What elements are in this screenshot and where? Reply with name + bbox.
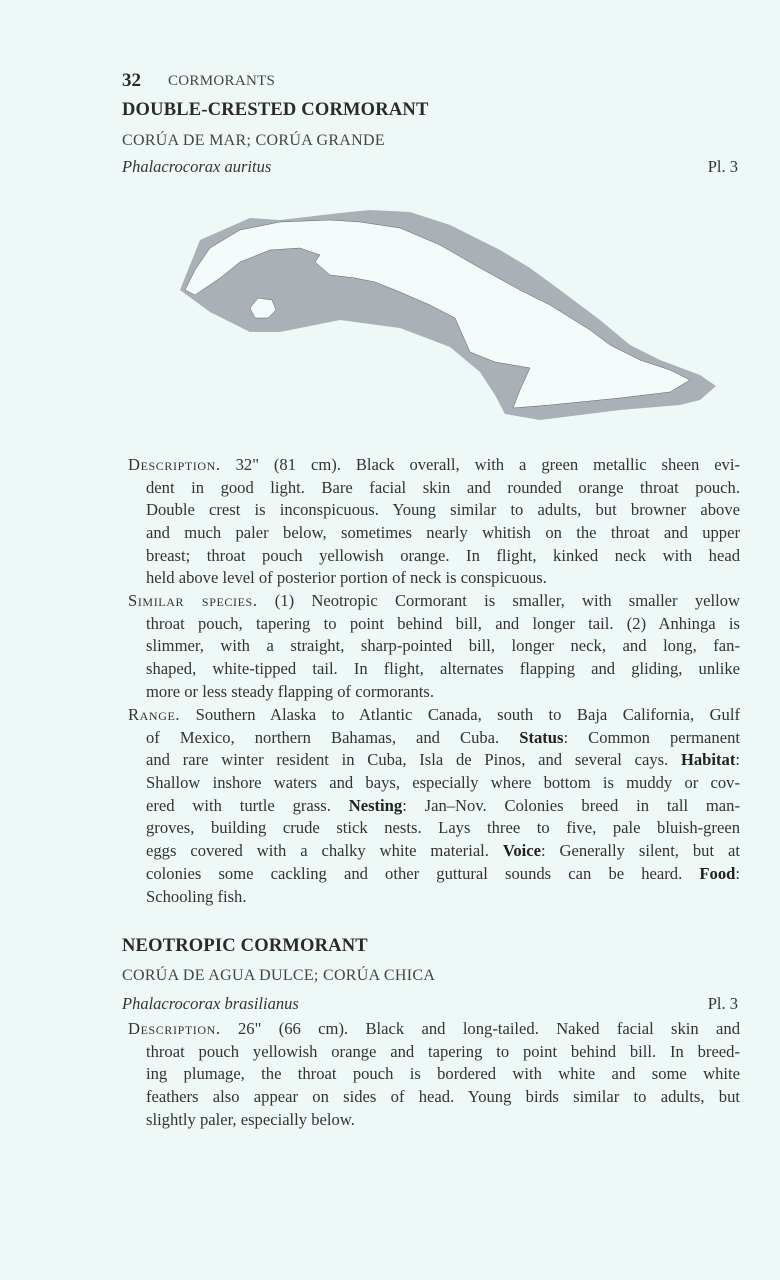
text-line bbox=[146, 477, 740, 500]
text-segment: and rare winter resident in Cuba, Isla de Pinos, and several cays. bbox=[146, 750, 681, 770]
text-line bbox=[146, 1086, 740, 1109]
text-line bbox=[146, 681, 740, 704]
local-names: CORÚA DE AGUA DULCE; CORÚA CHICA bbox=[122, 967, 436, 984]
text-line bbox=[128, 704, 740, 727]
species-title: NEOTROPIC CORMORANT bbox=[122, 936, 368, 956]
text-segment: 32" (81 cm). Black overall, with a green metallic sheen evi- bbox=[220, 455, 740, 474]
text-line bbox=[146, 840, 740, 863]
text-segment: slightly paler, especially below. bbox=[146, 1109, 355, 1129]
text-line bbox=[146, 749, 740, 772]
text-segment: feathers also appear on sides of head. Young birds similar to adults, but bbox=[146, 1087, 740, 1107]
plate-reference: Pl. 3 bbox=[707, 994, 738, 1013]
text-segment: Shallow inshore waters and bays, especially where bottom is muddy or cov- bbox=[146, 773, 740, 793]
text-line bbox=[146, 1109, 740, 1132]
field-label: Voice bbox=[502, 841, 541, 861]
text-segment: Double crest is inconspicuous. Young similar to adults, but browner above bbox=[146, 500, 740, 520]
text-segment: : bbox=[735, 750, 740, 770]
plate-reference: Pl. 3 bbox=[707, 157, 738, 176]
text-segment: (1) Neotropic Cormorant is smaller, with smaller yellow bbox=[257, 591, 740, 610]
text-line bbox=[146, 1063, 740, 1086]
range-map-icon bbox=[0, 0, 780, 440]
text-segment: dent in good light. Bare facial skin and rounded orange throat pouch. bbox=[146, 477, 740, 497]
text-segment: shaped, white-tipped tail. In flight, alternates flapping and gliding, unlike bbox=[146, 659, 740, 679]
text-line bbox=[146, 795, 740, 818]
local-names: CORÚA DE MAR; CORÚA GRANDE bbox=[122, 132, 385, 149]
text-segment: eggs covered with a chalky white material. bbox=[146, 841, 503, 861]
description-paragraph bbox=[128, 454, 740, 590]
text-segment: 26" (66 cm). Black and long-tailed. Naked facial skin and bbox=[220, 1019, 740, 1038]
text-line bbox=[146, 886, 740, 909]
text-line bbox=[128, 590, 740, 613]
text-line bbox=[146, 1041, 740, 1064]
text-segment: throat pouch, tapering to point behind bill, and longer tail. (2) Anhinga is bbox=[146, 613, 740, 633]
species-title: DOUBLE-CRESTED CORMORANT bbox=[122, 100, 429, 120]
text-segment: held above level of posterior portion of neck is conspicuous. bbox=[146, 568, 547, 588]
description-paragraph bbox=[128, 1018, 740, 1131]
text-segment: slimmer, with a straight, sharp-pointed bill, longer neck, and long, fan- bbox=[146, 636, 740, 656]
page-number: 32 bbox=[122, 70, 141, 91]
text-line bbox=[128, 1018, 740, 1041]
text-segment: ered with turtle grass. bbox=[146, 795, 349, 815]
text-segment: : Jan–Nov. Colonies breed in tall man- bbox=[402, 795, 740, 815]
field-label: Food bbox=[699, 863, 736, 883]
text-segment: : Generally silent, but at bbox=[540, 841, 740, 861]
text-segment: Schooling fish. bbox=[146, 886, 247, 906]
section-label: Similar species. bbox=[128, 591, 258, 610]
text-segment: : bbox=[735, 863, 740, 883]
running-title: CORMORANTS bbox=[168, 73, 276, 89]
text-line bbox=[146, 545, 740, 568]
text-line bbox=[146, 522, 740, 545]
text-segment: breast; throat pouch yellowish orange. In flight, kinked neck with head bbox=[146, 545, 740, 565]
text-segment: and much paler below, sometimes nearly whitish on the throat and upper bbox=[146, 523, 740, 543]
field-label: Status bbox=[519, 727, 564, 747]
field-label: Habitat bbox=[680, 750, 736, 770]
text-line bbox=[146, 817, 740, 840]
text-segment: of Mexico, northern Bahamas, and Cuba. bbox=[146, 727, 520, 747]
text-line bbox=[146, 863, 740, 886]
text-line bbox=[146, 772, 740, 795]
section-label: Description. bbox=[128, 1019, 221, 1038]
text-segment: more or less steady flapping of cormorants. bbox=[146, 681, 435, 701]
scientific-name: Phalacrocorax auritus bbox=[122, 157, 272, 176]
text-segment: : Common permanent bbox=[563, 727, 740, 747]
text-line bbox=[146, 658, 740, 681]
text-line bbox=[146, 499, 740, 522]
text-segment: colonies some cackling and other guttural sounds can be heard. bbox=[146, 863, 700, 883]
text-line bbox=[128, 454, 740, 477]
scientific-name: Phalacrocorax brasilianus bbox=[122, 994, 299, 1013]
text-line bbox=[146, 567, 740, 590]
similar-species-paragraph bbox=[128, 590, 740, 703]
text-segment: groves, building crude stick nests. Lays three to five, pale bluish-green bbox=[146, 818, 740, 838]
text-segment: throat pouch yellowish orange and tapering to point behind bill. In breed- bbox=[146, 1041, 740, 1061]
text-line bbox=[146, 727, 740, 750]
section-label: Range. bbox=[128, 705, 181, 724]
field-label: Nesting bbox=[348, 795, 403, 815]
text-segment: ing plumage, the throat pouch is bordered with white and some white bbox=[146, 1064, 740, 1084]
section-label: Description. bbox=[128, 455, 221, 474]
text-line bbox=[146, 613, 740, 636]
text-line bbox=[146, 635, 740, 658]
range-paragraph bbox=[128, 704, 740, 908]
text-segment: Southern Alaska to Atlantic Canada, south to Baja California, Gulf bbox=[180, 705, 740, 724]
